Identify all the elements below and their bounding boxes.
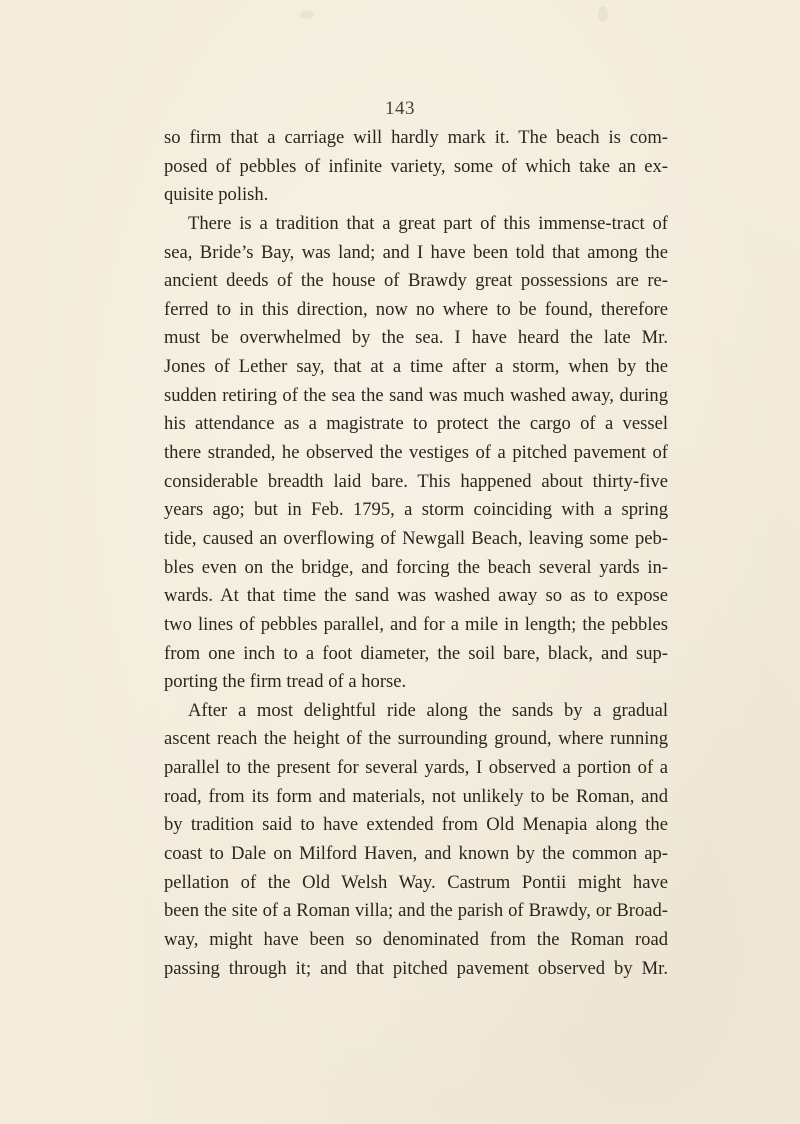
text-line: bles even on the bridge, and forcing the beach several yards in- bbox=[164, 556, 668, 578]
text-line: wards. At that time the sand was washed away so as to expose bbox=[164, 585, 668, 607]
text-line: years ago; but in Feb. 1795, a storm coinciding with a spring bbox=[164, 499, 668, 521]
text-line: tide, caused an overflowing of Newgall Beach, leaving some peb- bbox=[164, 527, 668, 549]
text-line: posed of pebbles of infinite variety, some of which take an ex- bbox=[164, 155, 668, 177]
text-line: There is a tradition that a great part of this immense-tract of bbox=[188, 212, 668, 234]
text-line: been the site of a Roman villa; and the parish of Brawdy, or Broad- bbox=[164, 900, 668, 922]
text-line: Jones of Lether say, that at a time after a storm, when by the bbox=[164, 356, 668, 378]
text-line: sea, Bride’s Bay, was land; and I have been told that among the bbox=[164, 241, 668, 263]
text-line: ferred to in this direction, now no where to be found, therefore bbox=[164, 298, 668, 320]
text-line: road, from its form and materials, not unlikely to be Roman, and bbox=[164, 785, 668, 807]
text-line: passing through it; and that pitched pavement observed by Mr. bbox=[164, 957, 668, 979]
text-line: from one inch to a foot diameter, the soil bare, black, and sup- bbox=[164, 642, 668, 664]
page-number: 143 bbox=[385, 98, 415, 119]
text-line: sudden retiring of the sea the sand was much washed away, during bbox=[164, 384, 668, 406]
paper-smudge bbox=[300, 10, 314, 19]
text-line: two lines of pebbles parallel, and for a mile in length; the pebbles bbox=[164, 613, 668, 635]
text-line: ascent reach the height of the surrounding ground, where running bbox=[164, 728, 668, 750]
body-text bbox=[164, 124, 668, 983]
paper-smudge bbox=[598, 6, 608, 22]
text-line: pellation of the Old Welsh Way. Castrum Pontii might have bbox=[164, 871, 668, 893]
text-line: ancient deeds of the house of Brawdy great possessions are re- bbox=[164, 270, 668, 292]
text-line: porting the firm tread of a horse. bbox=[164, 671, 407, 693]
text-line: quisite polish. bbox=[164, 184, 269, 206]
text-line: must be overwhelmed by the sea. I have heard the late Mr. bbox=[164, 327, 668, 349]
text-line: so firm that a carriage will hardly mark it. The beach is com- bbox=[164, 127, 668, 148]
text-line: way, might have been so denominated from the Roman road bbox=[164, 928, 668, 950]
text-line: parallel to the present for several yards, I observed a portion of a bbox=[164, 757, 668, 779]
text-line: there stranded, he observed the vestiges of a pitched pavement of bbox=[164, 442, 668, 464]
text-line: his attendance as a magistrate to protect the cargo of a vessel bbox=[164, 413, 668, 435]
text-line: considerable breadth laid bare. This happened about thirty-five bbox=[164, 470, 668, 492]
text-line: by tradition said to have extended from Old Menapia along the bbox=[164, 814, 668, 836]
text-line: coast to Dale on Milford Haven, and known by the common ap- bbox=[164, 843, 668, 865]
text-line: After a most delightful ride along the sands by a gradual bbox=[188, 699, 668, 721]
